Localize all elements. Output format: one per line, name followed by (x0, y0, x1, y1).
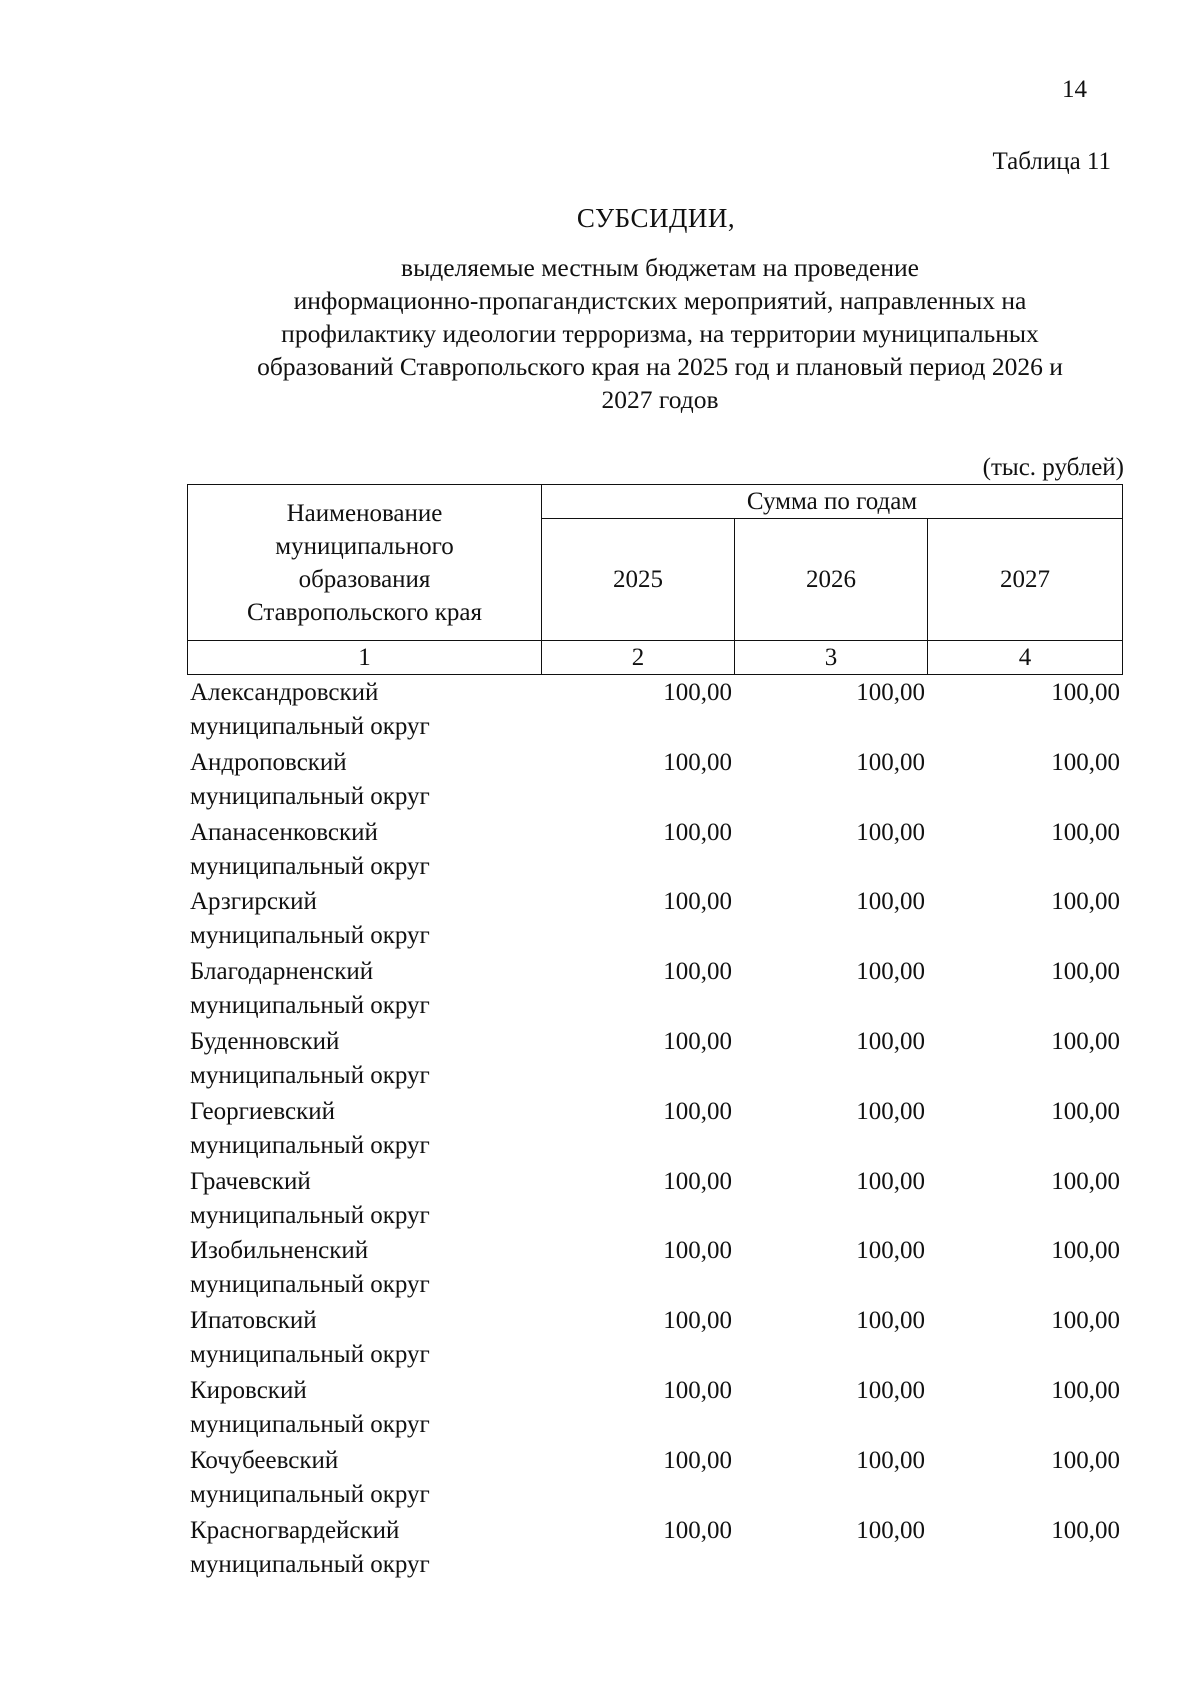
col-number-4: 4 (928, 641, 1123, 675)
value-2025: 100,00 (663, 818, 732, 846)
value-2027: 100,00 (1051, 818, 1120, 846)
municipality-name (187, 885, 541, 955)
municipality-name-line: Андроповский (190, 748, 347, 776)
value-2025: 100,00 (663, 958, 732, 986)
municipality-type-line: муниципальный округ (190, 1480, 430, 1508)
table-row (187, 746, 1122, 816)
table-row (187, 885, 1122, 955)
value-2027: 100,00 (1051, 1167, 1120, 1195)
municipality-name-line: Благодарненский (190, 958, 374, 986)
units-label: (тыс. рублей) (982, 454, 1124, 481)
value-2025: 100,00 (663, 679, 732, 706)
col-number-3: 3 (735, 641, 928, 675)
municipality-type-line: муниципальный округ (190, 1410, 430, 1438)
municipality-name-line: Буденновский (190, 1027, 340, 1055)
municipality-name (187, 1234, 541, 1304)
municipality-name (187, 1444, 541, 1514)
value-2026: 100,00 (856, 1516, 925, 1544)
value-2027: 100,00 (1051, 1446, 1120, 1474)
municipality-type-line: муниципальный округ (190, 852, 430, 880)
municipality-type-line: муниципальный округ (190, 713, 430, 740)
header-name-column (188, 485, 542, 641)
value-2027: 100,00 (1051, 748, 1120, 776)
municipality-type-line: муниципальный округ (190, 1201, 430, 1229)
value-2025: 100,00 (663, 1307, 732, 1335)
table-row (187, 816, 1122, 886)
table-header (187, 484, 1123, 675)
municipality-type-line: муниципальный округ (190, 1271, 430, 1299)
table-row (187, 1374, 1122, 1444)
municipality-type-line: муниципальный округ (190, 1550, 430, 1578)
municipality-name (187, 816, 541, 886)
municipality-name (187, 1304, 541, 1374)
value-2025: 100,00 (663, 1027, 732, 1055)
table-row (187, 1095, 1122, 1165)
value-2025: 100,00 (663, 1167, 732, 1195)
value-2025: 100,00 (663, 1237, 732, 1265)
municipality-name-line: Кировский (190, 1376, 307, 1404)
value-2026: 100,00 (856, 1027, 925, 1055)
value-2027: 100,00 (1051, 1516, 1120, 1544)
value-2025: 100,00 (663, 1376, 732, 1404)
value-2026: 100,00 (856, 818, 925, 846)
table-row (187, 955, 1122, 1025)
value-2027: 100,00 (1051, 888, 1120, 916)
table-row (187, 1165, 1122, 1235)
header-year-2027: 2027 (928, 519, 1123, 641)
header-year-2025: 2025 (542, 519, 735, 641)
value-2026: 100,00 (856, 958, 925, 986)
header-name-line: муниципального (275, 532, 454, 560)
table-body (187, 676, 1122, 1583)
value-2025: 100,00 (663, 748, 732, 776)
value-2026: 100,00 (856, 1446, 925, 1474)
header-name-line: Наименование (286, 499, 443, 527)
municipality-name (187, 1025, 541, 1095)
value-2026: 100,00 (856, 748, 925, 776)
value-2025: 100,00 (663, 1097, 732, 1125)
table-row (187, 1025, 1122, 1095)
header-name-line: образования (298, 565, 431, 593)
col-number-1: 1 (188, 641, 542, 675)
municipality-name (187, 1095, 541, 1165)
value-2026: 100,00 (856, 1097, 925, 1125)
value-2027: 100,00 (1051, 1307, 1120, 1335)
municipality-name-line: Ипатовский (190, 1307, 317, 1335)
municipality-name-line: Изобильненский (190, 1237, 369, 1265)
municipality-name-line: Кочубеевский (190, 1446, 339, 1474)
municipality-type-line: муниципальный округ (190, 1061, 430, 1089)
value-2027: 100,00 (1051, 1027, 1120, 1055)
document-subtitle (200, 251, 1120, 416)
value-2026: 100,00 (856, 1237, 925, 1265)
municipality-name (187, 1374, 541, 1444)
value-2027: 100,00 (1051, 1237, 1120, 1265)
municipality-type-line: муниципальный округ (190, 1341, 430, 1369)
value-2026: 100,00 (856, 888, 925, 916)
value-2026: 100,00 (856, 1167, 925, 1195)
municipality-type-line: муниципальный округ (190, 782, 430, 810)
table-row (187, 1304, 1122, 1374)
header-name-line: Ставропольского края (247, 598, 482, 626)
municipality-name (187, 1514, 541, 1584)
value-2026: 100,00 (856, 1307, 925, 1335)
municipality-name (187, 1165, 541, 1235)
table-row (187, 1514, 1122, 1584)
value-2025: 100,00 (663, 888, 732, 916)
header-year-2026: 2026 (735, 519, 928, 641)
subtitle-line: информационно-пропагандистских мероприятий, направленных на (293, 286, 1027, 315)
municipality-name-line: Арзгирский (190, 888, 317, 916)
municipality-name-line: Александровский (190, 679, 379, 706)
municipality-type-line: муниципальный округ (190, 992, 430, 1020)
value-2027: 100,00 (1051, 958, 1120, 986)
col-number-2: 2 (542, 641, 735, 675)
municipality-name-line: Апанасенковский (190, 818, 378, 846)
value-2025: 100,00 (663, 1446, 732, 1474)
table-row (187, 1234, 1122, 1304)
municipality-name (187, 676, 541, 746)
document-title: СУБСИДИИ, (576, 203, 736, 233)
municipality-name-line: Грачевский (190, 1167, 311, 1195)
municipality-name-line: Георгиевский (190, 1097, 336, 1125)
value-2027: 100,00 (1051, 679, 1120, 706)
value-2027: 100,00 (1051, 1376, 1120, 1404)
municipality-type-line: муниципальный округ (190, 922, 430, 950)
value-2026: 100,00 (856, 679, 925, 706)
subtitle-line: образований Ставропольского края на 2025 год и плановый период 2026 и (257, 352, 1063, 381)
value-2026: 100,00 (856, 1376, 925, 1404)
value-2025: 100,00 (663, 1516, 732, 1544)
page-number: 14 (1062, 76, 1087, 103)
table-label: Таблица 11 (992, 148, 1111, 175)
table-row (187, 1444, 1122, 1514)
subtitle-line: 2027 годов (601, 385, 719, 414)
subtitle-line: профилактику идеологии терроризма, на территории муниципальных (281, 319, 1039, 348)
municipality-name-line: Красногвардейский (190, 1516, 400, 1544)
municipality-name (187, 746, 541, 816)
subtitle-line: выделяемые местным бюджетам на проведение (401, 253, 919, 282)
municipality-name (187, 955, 541, 1025)
header-sum-by-years: Сумма по годам (542, 485, 1123, 519)
table-row (187, 676, 1122, 746)
value-2027: 100,00 (1051, 1097, 1120, 1125)
municipality-type-line: муниципальный округ (190, 1131, 430, 1159)
